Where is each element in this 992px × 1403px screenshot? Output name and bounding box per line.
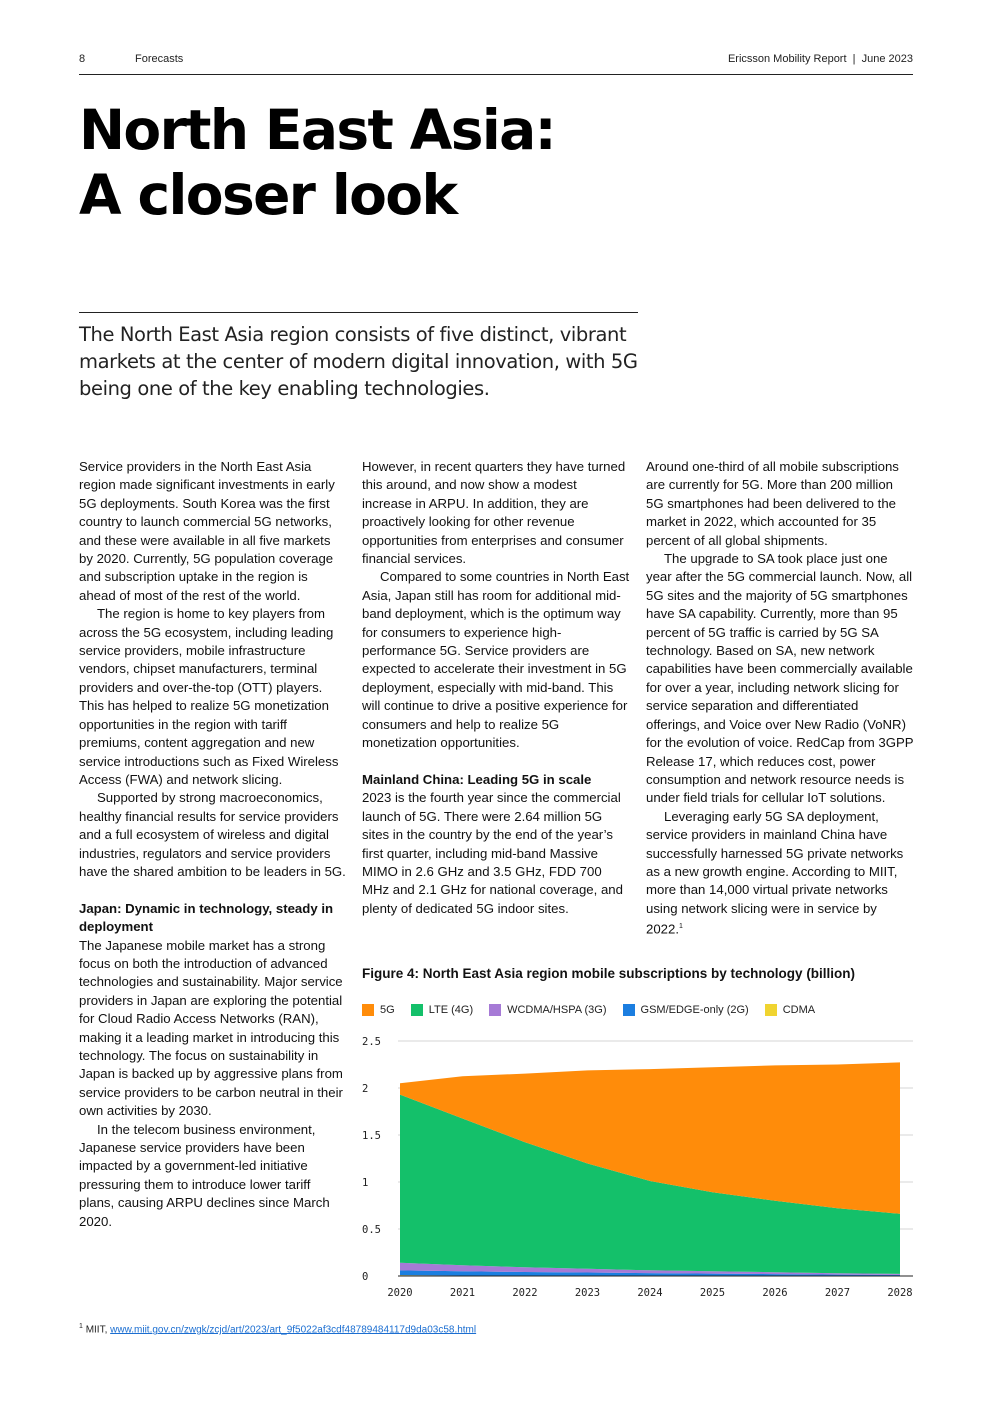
column-2 xyxy=(362,458,630,918)
col3-paragraph-3: Leveraging early 5G SA deployment, service providers in mainland China have successfully harnessed 5G private networks as a new growth engine. According to MIIT, more than 14,000 virtual private networks using network slicing were in service by 2022.$^1$ xyxy=(646,808,904,937)
col2-paragraph-1: However, in recent quarters they have turned this around, and now show a modest increase in ARPU. In addition, they are proactively looking for other revenue opportunities from enterprises and consumer financial services. xyxy=(362,459,626,567)
x-tick-label: 2022 xyxy=(512,1287,538,1299)
col1-paragraph-2: The region is home to key players from across the 5G ecosystem, including leading service providers, mobile infrastructure vendors, chipset manufacturers, terminal providers and over-the-top (OTT) players. This has helped to realize 5G monetization opportunities in the region with tariff premiums, content aggregation and new service introductions such as Fixed Wireless Access (FWA) and network slicing. xyxy=(79,606,339,787)
column-1 xyxy=(79,458,347,1231)
col2-paragraph-2: Compared to some countries in North East Asia, Japan still has room for additional mid-band deployment, which is the optimum way for consumers to experience high-performance 5G. Service providers are expected to accelerate their investment in 5G deployment, especially with mid-band. This will continue to drive a positive experience for consumers and help to realize 5G monetization opportunities. xyxy=(362,569,630,751)
figure-title: Figure 4: North East Asia region mobile subscriptions by technology (billion) xyxy=(362,966,856,981)
y-tick-label: 0 xyxy=(362,1271,369,1283)
col1-paragraph-5: In the telecom business environment, Japanese service providers have been impacted by a government-led initiative pressuring them to introduce lower tariff plans, causing ARPU declines since March 2020. xyxy=(79,1121,330,1229)
page-number: 8 xyxy=(79,53,86,65)
legend-item xyxy=(362,1004,395,1016)
footnote-link[interactable]: www.miit.gov.cn/zwgk/zcjd/art/2023/art_9f5022af3cdf48789484117d9da03c58.html xyxy=(110,1324,477,1336)
y-tick-label: 2 xyxy=(362,1083,369,1095)
col1-paragraph-1: Service providers in the North East Asia region made significant investments in early 5G deployments. South Korea was the first country to launch commercial 5G networks, and these were available in all five markets by 2020. Currently, 5G population coverage and subscription uptake in the region is ahead of most of the rest of the world. xyxy=(79,459,335,603)
x-tick-label: 2028 xyxy=(887,1287,913,1299)
section-label: Forecasts xyxy=(135,53,184,65)
y-tick-label: 2.5 xyxy=(362,1036,381,1048)
col1-paragraph-3: Supported by strong macroeconomics, healthy financial results for service providers and a full ecosystem of wireless and digital industries, regulators and service providers have the shared ambition to be leaders in 5G. xyxy=(79,790,346,879)
lead-rule xyxy=(79,312,638,313)
japan-heading: Japan: Dynamic in technology, steady in deployment xyxy=(79,900,334,935)
title-line-2: A closer look xyxy=(79,163,457,227)
col1-paragraph-4: The Japanese mobile market has a strong focus on both the introduction of advanced technologies and sustainability. Major service providers in Japan are exploring the potential for Cloud Radio Access Networks (RAN), making it a leading market in introducing this technology. The focus on sustainability in Japan is backed up by aggressive plans from service providers to be carbon neutral in their own activities by 2030. xyxy=(79,937,343,1119)
x-tick-label: 2025 xyxy=(699,1287,726,1299)
legend-swatch xyxy=(765,1004,777,1016)
x-tick-label: 2024 xyxy=(637,1287,663,1299)
legend-swatch xyxy=(411,1004,423,1016)
legend-item xyxy=(411,1004,473,1016)
legend-label: 5G xyxy=(380,1004,395,1017)
x-tick-label: 2023 xyxy=(574,1287,601,1299)
legend-item xyxy=(489,1004,606,1016)
page-title xyxy=(79,98,679,228)
x-tick-label: 2020 xyxy=(387,1287,413,1299)
col3-paragraph-1: Around one-third of all mobile subscriptions are currently for 5G. More than 200 million 5G smartphones had been delivered to the market in 2022, which accounted for 35 percent of all global shipments. xyxy=(646,459,899,548)
chart-legend xyxy=(362,1004,831,1020)
legend-label: WCDMA/HSPA (3G) xyxy=(507,1004,607,1017)
x-tick-label: 2027 xyxy=(824,1287,851,1299)
legend-label: GSM/EDGE-only (2G) xyxy=(640,1004,749,1017)
legend-label: LTE (4G) xyxy=(428,1004,474,1017)
column-3 xyxy=(646,458,914,939)
legend-swatch xyxy=(362,1004,374,1016)
china-heading: Mainland China: Leading 5G in scale xyxy=(362,771,592,787)
legend-swatch xyxy=(623,1004,635,1016)
lead-paragraph: The North East Asia region consists of five distinct, vibrant markets at the center of modern digital innovation, with 5G being one of the key enabling technologies. xyxy=(79,323,638,400)
legend-item xyxy=(765,1004,815,1016)
footnote-ref[interactable]: 1 xyxy=(679,923,683,931)
footnote-mark: 1 xyxy=(79,1323,83,1330)
x-tick-label: 2021 xyxy=(449,1287,476,1299)
legend-swatch xyxy=(489,1004,501,1016)
y-tick-label: 1.5 xyxy=(362,1130,381,1142)
footnote-source: MIIT, xyxy=(85,1324,108,1336)
legend-label: CDMA xyxy=(782,1004,816,1017)
y-tick-label: 1 xyxy=(362,1177,369,1189)
legend-item xyxy=(623,1004,749,1016)
x-tick-label: 2026 xyxy=(762,1287,788,1299)
area-chart xyxy=(360,1030,920,1305)
header-rule xyxy=(79,74,913,75)
y-tick-label: 0.5 xyxy=(362,1224,381,1236)
footnote xyxy=(79,1323,476,1335)
col3-paragraph-2: The upgrade to SA took place just one year after the 5G commercial launch. Now, all 5G sites and the majority of 5G smartphones have SA capability. Currently, more than 95 percent of 5G traffic is carried by 5G SA technology. Based on SA, new network capabilities have been commercially available for over a year, including network slicing for service separation and differentiated offerings, and Voice over New Radio (VoNR) for the evolution of voice. RedCap from 3GPP Release 17, which reduces cost, power consumption and network resource needs is under field trials for cellular IoT solutions. xyxy=(646,551,914,806)
col2-paragraph-3: 2023 is the fourth year since the commercial launch of 5G. There were 2.64 million 5G sites in the country by the end of the year’s first quarter, including mid-band Massive MIMO in 2.6 GHz and 3.5 GHz, FDD 700 MHz and 2.1 GHz for national coverage, and plenty of dedicated 5G indoor sites. xyxy=(362,790,623,916)
title-line-1: North East Asia: xyxy=(79,98,556,162)
report-label: Ericsson Mobility Report | June 2023 xyxy=(727,53,913,65)
